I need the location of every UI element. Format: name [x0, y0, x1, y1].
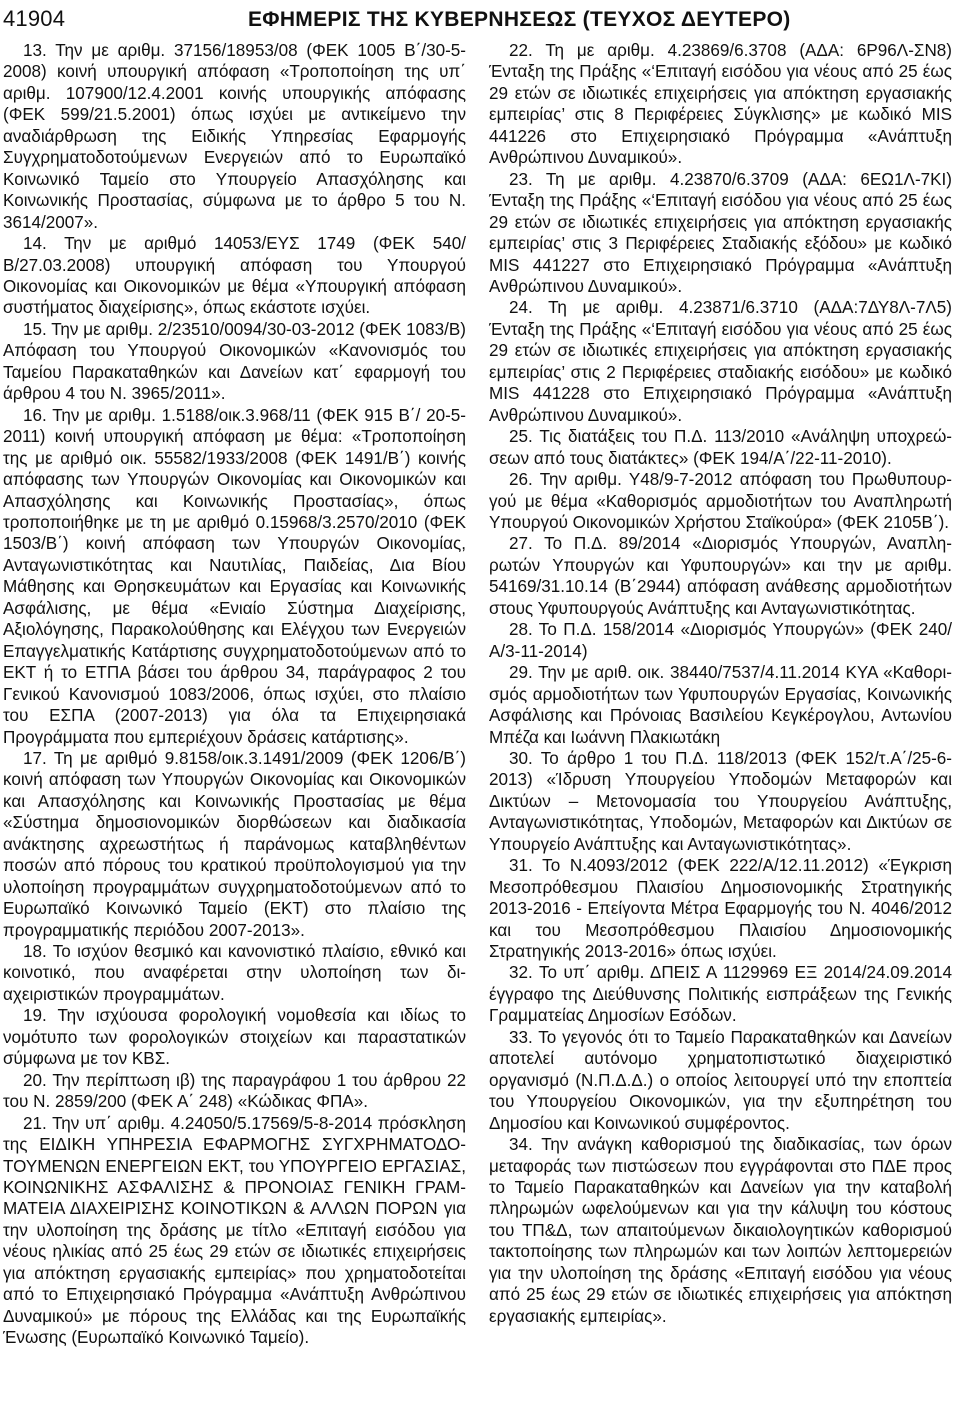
paragraph-item-21: 21. Την υπ΄ αριθμ. 4.24050/5.17569/5-8-2014 πρόσκληση της ΕΙΔΙΚΗ ΥΠΗΡΕΣΙΑ ΕΦΑΡΜΟΓΗΣ ΣΥΓΧΡΗΜΑΤΟΔΟΤΟΥΜΕΝΩΝ ΕΝΕΡΓΕΙΩΝ ΕΚΤ, του ΥΠΟΥΡΓΕΙΟ ΕΡΓΑΣΙΑΣ, ΚΟΙΝΩΝΙΚΗΣ ΑΣΦΑΛΙΣΗΣ & ΠΡΟΝΟΙΑΣ ΓΕΝΙΚΗ ΓΡΑΜΜΑΤΕΙΑ ΔΙΑΧΕΙΡΙΣΗΣ ΚΟΙΝΟΤΙΚΩΝ & ΑΛΛΩΝ ΠΟΡΩΝ για την υλοποίηση της δράσης με τίτλο «Επιταγή εισόδου για νέους ηλικίας από 25 έως 29 ετών σε ιδιωτικές επιχειρήσεις για απόκτηση εργασιακής εμπειρίας» που χρηματοδοτείται από το Επιχειρησιακό Πρόγραμμα «Ανάπτυξη Ανθρώπινου Δυναμικού» με πόρους της Ελλάδας και της Ευρωπαϊκής Ένωσης (Ευρωπαϊκό Κοινωνικό Ταμείο). — [3, 1113, 466, 1348]
paragraph-item-24: 24. Τη με αριθμ. 4.23871/6.3710 (ΑΔΑ:7ΔΥ8Λ-7Λ5) Ένταξη της Πράξης «‘Επιταγή εισόδου για νέους από 25 έως 29 ετών σε ιδιωτικές επιχειρήσεις για απόκτηση εργασιακής εμπειρίας’ στις 2 Περιφέρειες σταδιακής εισόδου» με κωδικό MIS 441228 στο Επιχειρησιακό Πρόγραμμα «Ανάπτυξη Ανθρώπινου Δυναμικού». — [489, 298, 952, 425]
page-number: 41904 — [3, 6, 66, 31]
paragraph-item-32: 32. Το υπ΄ αριθμ. ΔΠΕΙΣ Α 1129969 ΕΞ 2014/24.09.2014 έγγραφο της Διεύθυνσης Πολιτικής εισπράξεων της Γενικής Γραμματείας Δημοσίων Εσόδων. — [489, 963, 952, 1026]
paragraph-item-15: 15. Την με αριθμ. 2/23510/0094/30-03-2012 (ΦΕΚ 1083/Β) Απόφαση του Υπουργού Οικονομικών «Κανονισμός του Ταμείου Παρακαταθηκών και Δανείων κατ΄ εφαρμογή του άρθρου 4 του Ν. 3965/2011». — [3, 319, 466, 404]
paragraph-item-17: 17. Τη με αριθμό 9.8158/οικ.3.1491/2009 (ΦΕΚ 1206/Β΄) κοινή απόφαση των Υπουργών Οικονομίας και Οικονομικών και Απασχόλησης και Κοινωνικής Προστασίας με θέμα «Σύστημα δημοσιονομικών διορθώσεων και διαδικασία ανάκτησης αχρεωστήτως ή παράνομως καταβληθέντων ποσών από πόρους του κρατικού προϋπολογισμού για την υλοποίηση προγραμμάτων συγχρηματοδοτούμενων από το Ευρωπαϊκό Κοινωνικό Ταμείο (ΕΚΤ) στο πλαίσιο της προγραμματικής περιόδου 2007-2013». — [3, 748, 466, 940]
paragraph-item-27: 27. Το Π.Δ. 89/2014 «Διορισμός Υπουργών, Αναπληρωτών Υπουργών και Υφυπουργών» και την με αριθμ. 54169/31.10.14 (Β΄2944) απόφαση ανάθεσης αρμοδιοτήτων στους Υφυπουργούς Ανάπτυξης και Ανταγωνιστικότητας. — [489, 534, 952, 618]
paragraph-item-14: 14. Την με αριθμό 14053/ΕΥΣ 1749 (ΦΕΚ 540/Β/27.03.2008) υπουργική απόφαση του Υπουργού Οικονομίας και Οικονομικών με θέμα «Υπουργική απόφαση συστήματος διαχείρισης», όπως εκάστοτε ισχύει. — [3, 234, 466, 318]
paragraph-item-33: 33. Το γεγονός ότι το Ταμείο Παρακαταθηκών και Δανείων αποτελεί αυτόνομο χρηματοπιστωτικό διαχειριστικό οργανισμό (Ν.Π.Δ.Δ.) ο οποίος λειτουργεί υπό την εποπτεία του Υπουργείου Οικονομικών, για την εξυπηρέτηση του Δημοσίου και Κοινωνικού συμφέροντος. — [489, 1027, 952, 1133]
left-text-column — [3, 40, 466, 1419]
paragraph-item-25: 25. Τις διατάξεις του Π.Δ. 113/2010 «Ανάληψη υποχρεώσεων από τους διατάκτες» (ΦΕΚ 194/Α΄/22-11-2010). — [489, 427, 952, 468]
paragraph-item-26: 26. Την αριθμ. Υ48/9-7-2012 απόφαση του Πρωθυπουργού με θέμα «Καθορισμός αρμοδιοτήτων του Αναπληρωτή Υπουργού Οικονομικών Χρήστου Σταϊκούρα» (ΦΕΚ 2105Β΄). — [489, 470, 952, 532]
paragraph-item-16: 16. Την με αριθμ. 1.5188/οικ.3.968/11 (ΦΕΚ 915 Β΄/ 20-5-2011) κοινή υπουργική απόφαση με θέμα: «Τροποποίηση της με αριθμό οικ. 55582/1933/2008 (ΦΕΚ 1491/Β΄) κοινής απόφασης των Υπουργών Οικονομίας και Οικονομικών και Απασχόλησης και Κοινωνικής Προστασίας», όπως τροποποιήθηκε με τη με αριθμό 0.15968/3.2570/2010 (ΦΕΚ 1503/Β΄) κοινή απόφαση των Υπουργών Οικονομίας, Ανταγωνιστικότητας και Ναυτιλίας, Παιδείας, Δια Βίου Μάθησης και Θρησκευμάτων και Εργασίας και Κοινωνικής Ασφάλισης, με θέμα «Ενιαίο Σύστημα Διαχείρισης, Αξιολόγησης, Παρακολούθησης και Ελέγχου των Ενεργειών Επαγγελματικής Κατάρτισης συγχρηματοδοτούμενων από το ΕΚΤ ή το ΕΤΠΑ βάσει του άρθρου 34, παράγραφος 2 του Γενικού Κανονισμού 1083/2006, όπως ισχύει, στο πλαίσιο του ΕΣΠΑ (2007-2013) για όλα τα Επιχειρησιακά Προγράμματα που εμπεριέχουν δράσεις κατάρτισης». — [3, 405, 466, 747]
paragraph-item-34: 34. Την ανάγκη καθορισμού της διαδικασίας, των όρων μεταφοράς των πιστώσεων που εγγράφονται στο ΠΔΕ προς το Ταμείο Παρακαταθηκών και Δανείων για την καταβολή πληρωμών ωφελούμενων και για την κάλυψη του κόστους του ΤΠ&Δ, των απαιτούμενων δικαιολογητικών καθορισμού τακτοποίησης των πληρωμών και των λοιπών λεπτομερειών για την υλοποίηση της δράσης «Επιταγή εισόδου για νέους από 25 έως 29 ετών σε ιδιωτικές επιχειρήσεις για απόκτηση εργασιακής εμπειρίας». — [489, 1135, 952, 1326]
paragraph-item-13: 13. Την με αριθμ. 37156/18953/08 (ΦΕΚ 1005 Β΄/30-5-2008) κοινή υπουργική απόφαση «Τροποποίηση της υπ΄ αριθμ. 107900/12.4.2001 κοινής υπουργικής απόφασης (ΦΕΚ 599/21.5.2001) όπως ισχύει με αντικείμενο την αναδιάρθρωση της Ειδικής Υπηρεσίας Εφαρμογής Συγχρηματοδοτούμενων Ενεργειών από το Ευρωπαϊκό Κοινωνικό Ταμείο στο Υπουργείο Απασχόλησης και Κοινωνικής Προστασίας, σύμφωνα με το άρθρο 5 του Ν. 3614/2007». — [3, 41, 466, 232]
right-text-column — [489, 40, 952, 1419]
paragraph-item-20: 20. Την περίπτωση ιβ) της παραγράφου 1 του άρθρου 22 του Ν. 2859/200 (ΦΕΚ Α΄ 248) «Κώδικας ΦΠΑ». — [3, 1070, 466, 1112]
paragraph-item-19: 19. Την ισχύουσα φορολογική νομοθεσία και ιδίως το νομότυπο των φορολογικών στοιχείων και παραστατικών σύμφωνα με τον ΚΒΣ. — [3, 1006, 466, 1069]
paragraph-item-23: 23. Τη με αριθμ. 4.23870/6.3709 (ΑΔΑ: 6ΕΩ1Λ-7ΚΙ) Ένταξη της Πράξης «‘Επιταγή εισόδου για νέους από 25 έως 29 ετών σε ιδιωτικές επιχειρήσεις για απόκτηση εργασιακής εμπειρίας’ στις 3 Περιφέρειες Σταδιακής εξόδου» με κωδικό MIS 441227 στο Επιχειρησιακό Πρόγραμμα «Ανάπτυξη Ανθρώπινου Δυναμικού». — [489, 169, 952, 296]
paragraph-item-22: 22. Τη με αριθμ. 4.23869/6.3708 (ΑΔΑ: 6Ρ96Λ-ΣΝ8) Ένταξη της Πράξης «‘Επιταγή εισόδου για νέους από 25 έως 29 ετών σε ιδιωτικές επιχειρήσεις για απόκτηση εργασιακής εμπειρίας’ στις 8 Περιφέρειες Σύγκλισης» με κωδικό MIS 441226 στο Επιχειρησιακό Πρόγραμμα «Ανάπτυξη Ανθρώπινου Δυναμικού». — [489, 41, 952, 168]
paragraph-item-31: 31. Το Ν.4093/2012 (ΦΕΚ 222/Α/12.11.2012) «Έγκριση Μεσοπρόθεσμου Πλαισίου Δημοσιονομικής Στρατηγικής 2013-2016 - Επείγοντα Μέτρα Εφαρμογής του Ν. 4046/2012 και του Μεσοπρόθεσμου Πλαισίου Δημοσιονομικής Στρατηγικής 2013-2016» όπως ισχύει. — [489, 856, 952, 962]
paragraph-item-29: 29. Την με αριθ. οικ. 38440/7537/4.11.2014 ΚΥΑ «Καθορισμός αρμοδιοτήτων των Υφυπουργών Εργασίας, Κοινωνικής Ασφάλισης και Πρόνοιας Βασιλείου Κεγκέρογλου, Αντωνίου Μπέζα και Ιωάννη Πλακιωτάκη — [489, 663, 952, 747]
page-header — [3, 6, 953, 32]
gazette-title: ΕΦΗΜΕΡΙΣ ΤΗΣ ΚΥΒΕΡΝΗΣΕΩΣ (ΤΕΥΧΟΣ ΔΕΥΤΕΡΟ) — [248, 8, 791, 31]
paragraph-item-30: 30. Το άρθρο 1 του Π.Δ. 118/2013 (ΦΕΚ 152/τ.Α΄/25-6-2013) «Ίδρυση Υπουργείου Υποδομών Μεταφορών και Δικτύων – Μετονομασία του Υπουργείου Ανάπτυξης, Ανταγωνιστικότητας, Υποδομών, Μεταφορών και Δικτύων σε Υπουργείο Ανάπτυξης και Ανταγωνιστικότητας». — [489, 748, 952, 854]
paragraph-item-28: 28. Το Π.Δ. 158/2014 «Διορισμός Υπουργών» (ΦΕΚ 240/ Α/3-11-2014) — [489, 620, 952, 661]
paragraph-item-18: 18. Το ισχύον θεσμικό και κανονιστικό πλαίσιο, εθνικό και κοινοτικό, που αναφέρεται στην υλοποίηση των διαχειριστικών προγραμμάτων. — [3, 942, 466, 1004]
